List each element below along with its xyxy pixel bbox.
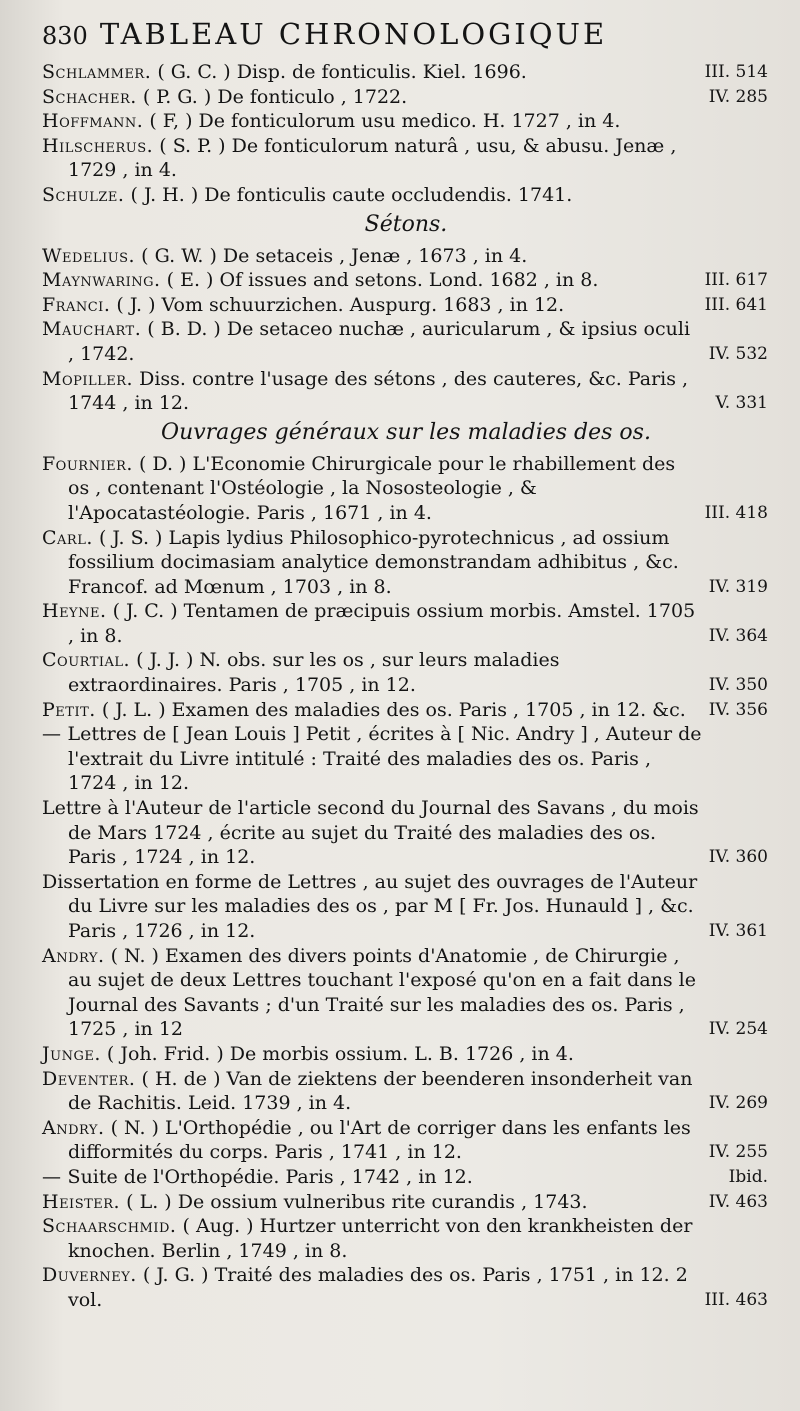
- entry-body: [42, 293, 770, 318]
- entry-body: [42, 109, 770, 134]
- entry-text: ( E. ) Of issues and setons. Lond. 1682 , in 8.: [166, 269, 599, 292]
- entry-body: [42, 526, 770, 600]
- entry-author: Courtial.: [42, 649, 131, 672]
- entry-author: Andry.: [42, 944, 105, 967]
- entry-reference: IV. 364: [708, 625, 768, 646]
- entry-author: Deventer.: [42, 1067, 136, 1090]
- entry-text: ( J. C. ) Tentamen de præcipuis ossium morbis. Amstel. 1705 , in 8.: [68, 600, 696, 647]
- entry-body: [42, 1263, 770, 1312]
- bibliography-entry: [42, 109, 770, 134]
- bibliography-entry: [42, 722, 770, 796]
- bibliography-entry: [42, 698, 770, 723]
- bibliography-entry: [42, 648, 770, 697]
- bibliography-entry: [42, 293, 770, 318]
- bibliography-entry: [42, 796, 770, 870]
- entry-text: ( B. D. ) De setaceo nuchæ , auricularum , & ipsius oculi , 1742.: [68, 318, 691, 365]
- entry-author: Fournier.: [42, 452, 133, 475]
- bibliography-entry: [42, 134, 770, 183]
- entry-text: ( G. W. ) De setaceis , Jenæ , 1673 , in 4.: [141, 244, 528, 267]
- bibliography-entry: [42, 1214, 770, 1263]
- entry-author: Junge.: [42, 1042, 101, 1065]
- bibliography-entry: [42, 60, 770, 85]
- entry-text: ( P. G. ) De fonticulo , 1722.: [142, 85, 408, 108]
- running-head: [42, 14, 770, 54]
- entry-text: Diss. contre l'usage des sétons , des cauteres, &c. Paris , 1744 , in 12.: [68, 367, 689, 415]
- section-heading: Ouvrages généraux sur les maladies des os.: [161, 419, 651, 445]
- entry-author: Schacher.: [42, 85, 137, 108]
- bibliography-entry: [42, 1263, 770, 1312]
- bibliography-entry: [42, 526, 770, 600]
- bibliography-entry: [42, 1067, 770, 1116]
- entry-body: [42, 870, 770, 944]
- entry-text: ( F, ) De fonticulorum usu medico. H. 1727 , in 4.: [149, 110, 621, 133]
- bibliography-entry: [42, 367, 770, 416]
- entry-reference: IV. 255: [708, 1142, 768, 1163]
- entry-reference: Ibid.: [728, 1166, 768, 1187]
- entry-body: [42, 134, 770, 183]
- entry-text: Dissertation en forme de Lettres , au sujet des ouvrages de l'Auteur du Livre sur les maladies des os , par M [ Fr. Jos. Hunauld ] , &c. Paris , 1726 , in 12.: [42, 870, 698, 942]
- entry-body: [42, 367, 770, 416]
- entry-author: Schulze.: [42, 183, 125, 206]
- entry-body: [42, 452, 770, 526]
- entry-reference: IV. 356: [708, 699, 768, 720]
- entry-reference: IV. 360: [708, 847, 768, 868]
- entry-author: Mauchart.: [42, 318, 142, 341]
- entry-author: Schlammer.: [42, 61, 152, 83]
- entry-body: [42, 722, 770, 796]
- entry-author: Petit.: [42, 698, 96, 721]
- bibliography-entry: [42, 944, 770, 1042]
- entry-reference: III. 641: [704, 294, 768, 315]
- entry-body: [42, 599, 770, 648]
- entry-body: [42, 268, 770, 293]
- entry-text: Suite de l'Orthopédie. Paris , 1742 , in 12.: [67, 1165, 473, 1188]
- bibliography-entry: [42, 317, 770, 366]
- entry-text: ( S. P. ) De fonticulorum naturâ , usu, & abusu. Jenæ , 1729 , in 4.: [68, 134, 677, 182]
- entry-body: [42, 85, 770, 110]
- section-heading: Sétons.: [364, 211, 448, 237]
- entry-reference: IV. 319: [708, 576, 768, 597]
- entry-text: ( J. G. ) Traité des maladies des os. Paris , 1751 , in 12. 2 vol.: [68, 1264, 688, 1311]
- entry-reference: III. 463: [704, 1289, 768, 1310]
- entry-text: ( J. J. ) N. obs. sur les os , sur leurs maladies extraordinaires. Paris , 1705 , in 12.: [68, 649, 560, 697]
- entry-body: [42, 60, 770, 85]
- bibliography-entry: [42, 1190, 770, 1215]
- entry-body: [42, 183, 770, 208]
- entry-author: Heister.: [42, 1190, 121, 1213]
- entry-text: ( G. C. ) Disp. de fonticulis. Kiel. 1696.: [157, 61, 527, 83]
- entry-reference: IV. 532: [708, 343, 768, 364]
- entry-text: ( J. H. ) De fonticulis caute occludendis. 1741.: [130, 183, 573, 206]
- entry-author: Carl.: [42, 526, 93, 549]
- bibliography-entry: [42, 268, 770, 293]
- bibliography-list: [42, 60, 770, 1313]
- entry-text: Lettres de [ Jean Louis ] Petit , écrites à [ Nic. Andry ] , Auteur de l'extrait du Livre intitulé : Traité des maladies des os. Paris , 1724 , in 12.: [67, 723, 702, 795]
- entry-author: Maynwaring.: [42, 269, 161, 292]
- entry-reference: IV. 254: [708, 1019, 768, 1040]
- entry-reference: IV. 463: [708, 1191, 768, 1212]
- entry-reference: III. 514: [704, 62, 768, 82]
- entry-body: [42, 1067, 770, 1116]
- bibliography-entry: [42, 1042, 770, 1067]
- entry-body: [42, 1214, 770, 1263]
- bibliography-entry: [42, 244, 770, 269]
- entry-text: ( J. S. ) Lapis lydius Philosophico-pyrotechnicus , ad ossium fossilium docimasiam analytice demonstrandam adhibitus , &c. Francof. ad Mœnum , 1703 , in 8.: [68, 526, 679, 598]
- entry-text: ( J. ) Vom schuurzichen. Auspurg. 1683 , in 12.: [116, 293, 565, 316]
- entry-reference: IV. 350: [708, 675, 768, 696]
- entry-reference: IV. 361: [708, 921, 768, 941]
- entry-reference: IV. 269: [708, 1093, 768, 1114]
- bibliography-entry: [42, 452, 770, 526]
- bibliography-entry: [42, 870, 770, 944]
- entry-author: Andry.: [42, 1116, 105, 1139]
- entry-text: ( N. ) L'Orthopédie , ou l'Art de corriger dans les enfants les difformités du corps. Paris , 1741 , in 12.: [68, 1116, 691, 1164]
- entry-text: Lettre à l'Auteur de l'article second du Journal des Savans , du mois de Mars 1724 , écrite au sujet du Traité des maladies des os. Paris , 1724 , in 12.: [42, 797, 699, 869]
- entry-body: [42, 796, 770, 870]
- entry-text: ( Joh. Frid. ) De morbis ossium. L. B. 1726 , in 4.: [106, 1042, 574, 1065]
- bibliography-entry: [42, 599, 770, 648]
- entry-author: Duverney.: [42, 1264, 137, 1287]
- entry-text: ( N. ) Examen des divers points d'Anatomie , de Chirurgie , au sujet de deux Lettres touchant l'exposé qu'on en a fait dans le Journal des Savants ; d'un Traité sur les maladies des os. Paris , 1725 , in 12: [68, 944, 696, 1041]
- page-title: TABLEAU CHRONOLOGIQUE: [99, 17, 608, 51]
- entry-text: ( L. ) De ossium vulneribus rite curandis , 1743.: [126, 1190, 588, 1213]
- entry-body: [42, 1165, 770, 1190]
- entry-author: Schaarschmid.: [42, 1215, 177, 1238]
- entry-body: [42, 648, 770, 697]
- entry-author: Mopiller.: [42, 367, 134, 390]
- entry-body: [42, 1190, 770, 1215]
- entry-text: ( J. L. ) Examen des maladies des os. Paris , 1705 , in 12. &c.: [101, 698, 686, 721]
- entry-reference: V. 331: [715, 393, 768, 414]
- entry-author: Franci.: [42, 293, 111, 316]
- bibliography-entry: [42, 1165, 770, 1190]
- entry-body: [42, 317, 770, 366]
- entry-body: [42, 944, 770, 1042]
- entry-author: Heyne.: [42, 600, 107, 623]
- entry-text: ( Aug. ) Hurtzer unterricht von den krankheisten der knochen. Berlin , 1749 , in 8.: [68, 1215, 693, 1262]
- entry-author: —: [42, 1165, 62, 1188]
- bibliography-entry: [42, 85, 770, 110]
- entry-body: [42, 698, 770, 723]
- entry-body: [42, 1116, 770, 1165]
- entry-author: Wedelius.: [42, 244, 136, 267]
- bibliography-entry: [42, 183, 770, 208]
- page-number: 830: [42, 22, 88, 50]
- entry-reference: IV. 285: [708, 86, 768, 107]
- entry-reference: III. 418: [704, 502, 768, 523]
- entry-text: ( D. ) L'Economie Chirurgicale pour le rhabillement des os , contenant l'Ostéologie , la Nososteologie , & l'Apocatastéologie. Paris , 1671 , in 4.: [68, 452, 676, 524]
- entry-reference: III. 617: [704, 270, 768, 291]
- entry-text: ( H. de ) Van de ziektens der beenderen insonderheit van de Rachitis. Leid. 1739 , in 4.: [68, 1067, 693, 1115]
- entry-author: Hoffmann.: [42, 110, 144, 133]
- entry-author: Hilscherus.: [42, 134, 154, 157]
- bibliography-entry: [42, 1116, 770, 1165]
- entry-body: [42, 244, 770, 269]
- entry-author: —: [42, 723, 62, 746]
- entry-body: [42, 1042, 770, 1067]
